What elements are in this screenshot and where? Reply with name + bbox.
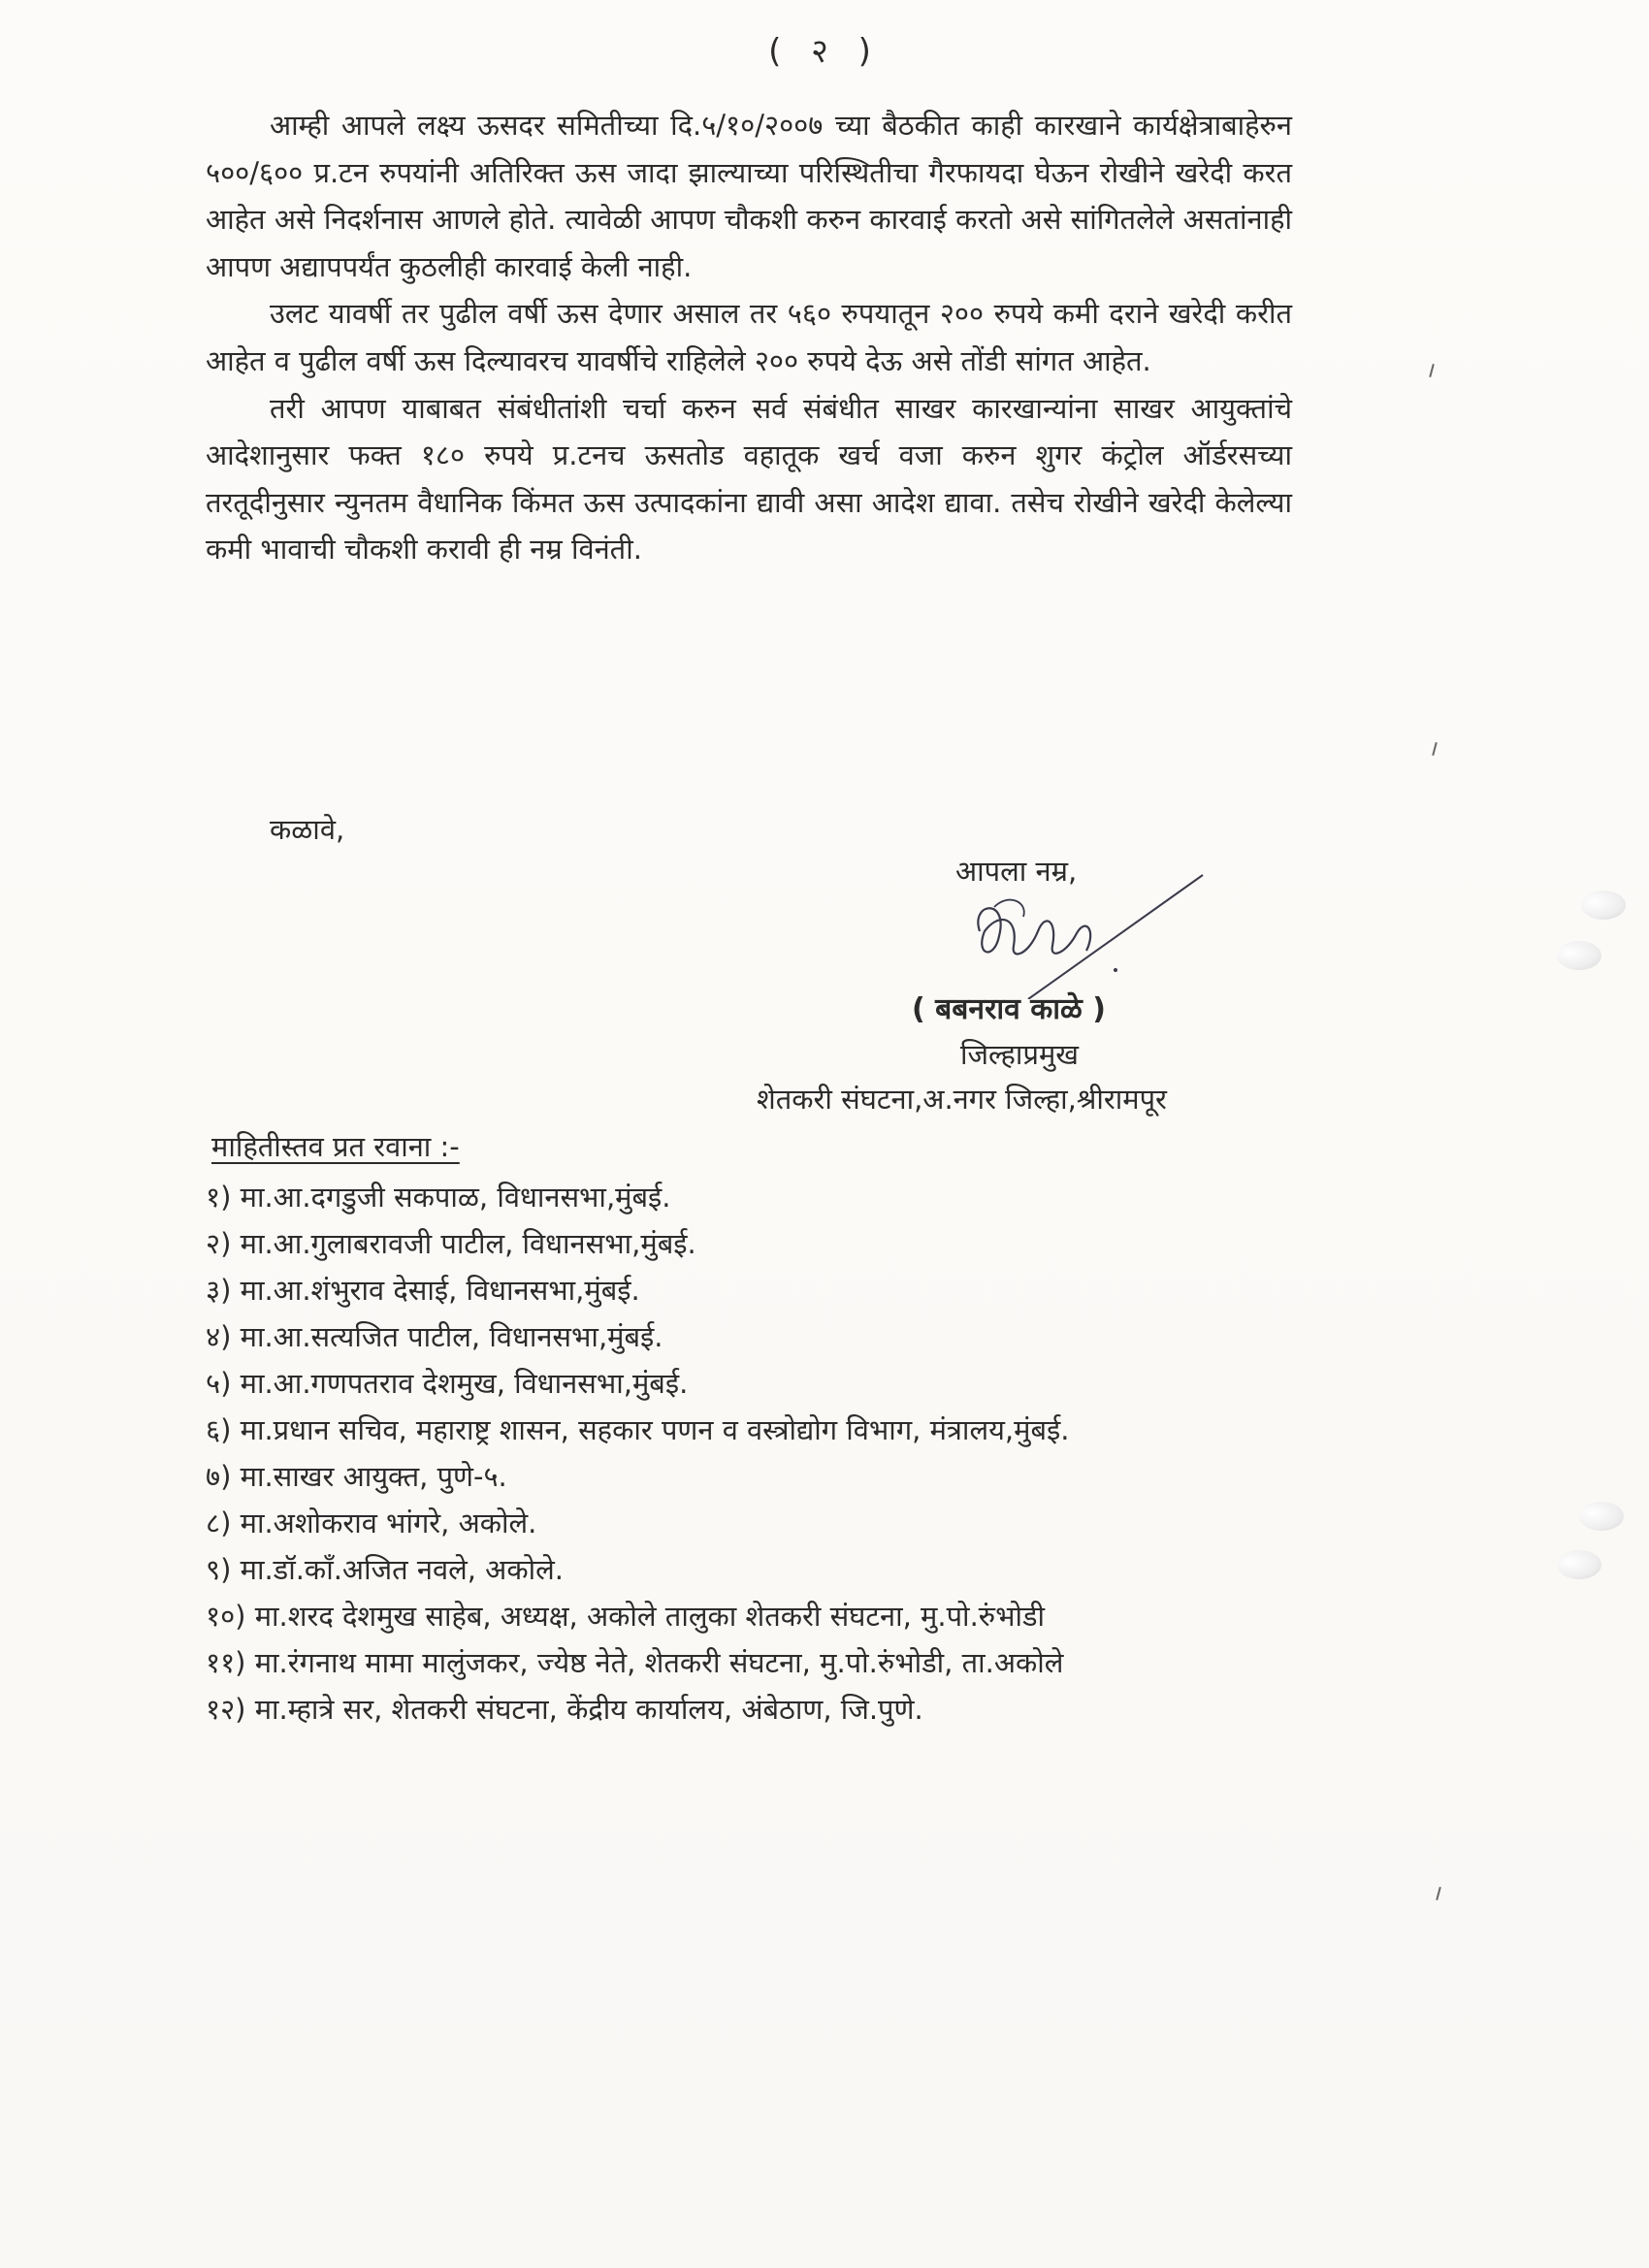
punch-hole — [1579, 1502, 1624, 1531]
paper-speck — [1436, 1887, 1441, 1900]
handwritten-signature — [941, 863, 1232, 999]
cc-list-item: ५) मा.आ.गणपतराव देशमुख, विधानसभा,मुंबई. — [206, 1367, 689, 1400]
cc-list-item: ११) मा.रंगनाथ मामा मालुंजकर, ज्येष्ठ नेते, शेतकरी संघटना, मु.पो.रुंभोडी, ता.अकोले — [206, 1646, 1064, 1679]
cc-list-item: १०) मा.शरद देशमुख साहेब, अध्यक्ष, अकोले तालुका शेतकरी संघटना, मु.पो.रुंभोडी — [206, 1600, 1046, 1633]
cc-list-item: ४) मा.आ.सत्यजित पाटील, विधानसभा,मुंबई. — [206, 1320, 663, 1353]
cc-list-item: ६) मा.प्रधान सचिव, महाराष्ट्र शासन, सहकार पणन व वस्त्रोद्योग विभाग, मंत्रालय,मुंबई. — [206, 1413, 1070, 1446]
punch-hole — [1557, 1550, 1601, 1579]
cc-list-item: ९) मा.डॉ.कॉं.अजित नवले, अकोले. — [206, 1553, 564, 1586]
closing-line: कळावे, — [270, 813, 345, 846]
signatory-name: ( बबनराव काळे ) — [912, 992, 1106, 1026]
paragraph-1: आम्ही आपले लक्ष्य ऊसदर समितीच्या दि.५/१०/२००७ च्या बैठकीत काही कारखाने कार्यक्षेत्राबाहेरुन ५००/६०० प्र.टन रुपयांनी अतिरिक्त ऊस जादा झाल्याच्या परिस्थितीचा गैरफायदा घेऊन रोखीने खरेदी करत आहेत असे निदर्शनास आणले होते. त्यावेळी आपण चौकशी करुन कारवाई करतो असे सांगितलेले असतांनाही आपण अद्यापपर्यंत कुठलीही कारवाई केली नाही. — [206, 109, 1292, 283]
letter-body — [206, 102, 1292, 573]
cc-list-item: २) मा.आ.गुलाबरावजी पाटील, विधानसभा,मुंबई. — [206, 1227, 696, 1260]
paper-speck — [1432, 742, 1438, 756]
cc-list — [206, 1174, 1070, 1733]
paragraph-3: तरी आपण याबाबत संबंधीतांशी चर्चा करुन सर्व संबंधीत साखर कारखान्यांना साखर आयुक्तांचे आदेशानुसार फक्त १८० रुपये प्र.टनच ऊसतोड वहातूक खर्च वजा करुन शुगर कंट्रोल ऑर्डरसच्या तरतूदीनुसार न्युनतम वैधानिक किंमत ऊस उत्पादकांना द्यावी असा आदेश द्यावा. तसेच रोखीने खरेदी केलेल्या कमी भावाची चौकशी करावी ही नम्र विनंती. — [206, 391, 1292, 567]
cc-list-item: १२) मा.म्हात्रे सर, शेतकरी संघटना, केंद्रीय कार्यालय, अंबेठाण, जि.पुणे. — [206, 1693, 923, 1726]
cc-list-item: ३) मा.आ.शंभुराव देसाई, विधानसभा,मुंबई. — [206, 1274, 640, 1307]
cc-heading: माहितीस्तव प्रत रवाना :- — [211, 1130, 460, 1163]
paper-speck — [1429, 364, 1435, 377]
signatory-title: जिल्हाप्रमुख — [960, 1038, 1080, 1071]
signatory-organization: शेतकरी संघटना,अ.नगर जिल्हा,श्रीरामपूर — [757, 1083, 1167, 1116]
punch-hole — [1581, 891, 1626, 920]
cc-list-item: ८) मा.अशोकराव भांगरे, अकोले. — [206, 1507, 537, 1539]
cc-list-item: ७) मा.साखर आयुक्त, पुणे-५. — [206, 1460, 507, 1493]
paragraph-2: उलट यावर्षी तर पुढील वर्षी ऊस देणार असाल तर ५६० रुपयातून २०० रुपये कमी दराने खरेदी करीत आहेत व पुढील वर्षी ऊस दिल्यावरच यावर्षीचे राहिलेले २०० रुपये देऊ असे तोंडी सांगत आहेत. — [206, 297, 1292, 377]
salutation: आपला नम्र, — [955, 855, 1078, 888]
punch-hole — [1557, 941, 1601, 970]
page-number: ( २ ) — [768, 32, 881, 71]
cc-list-item: १) मा.आ.दगडुजी सकपाळ, विधानसभा,मुंबई. — [206, 1181, 671, 1214]
